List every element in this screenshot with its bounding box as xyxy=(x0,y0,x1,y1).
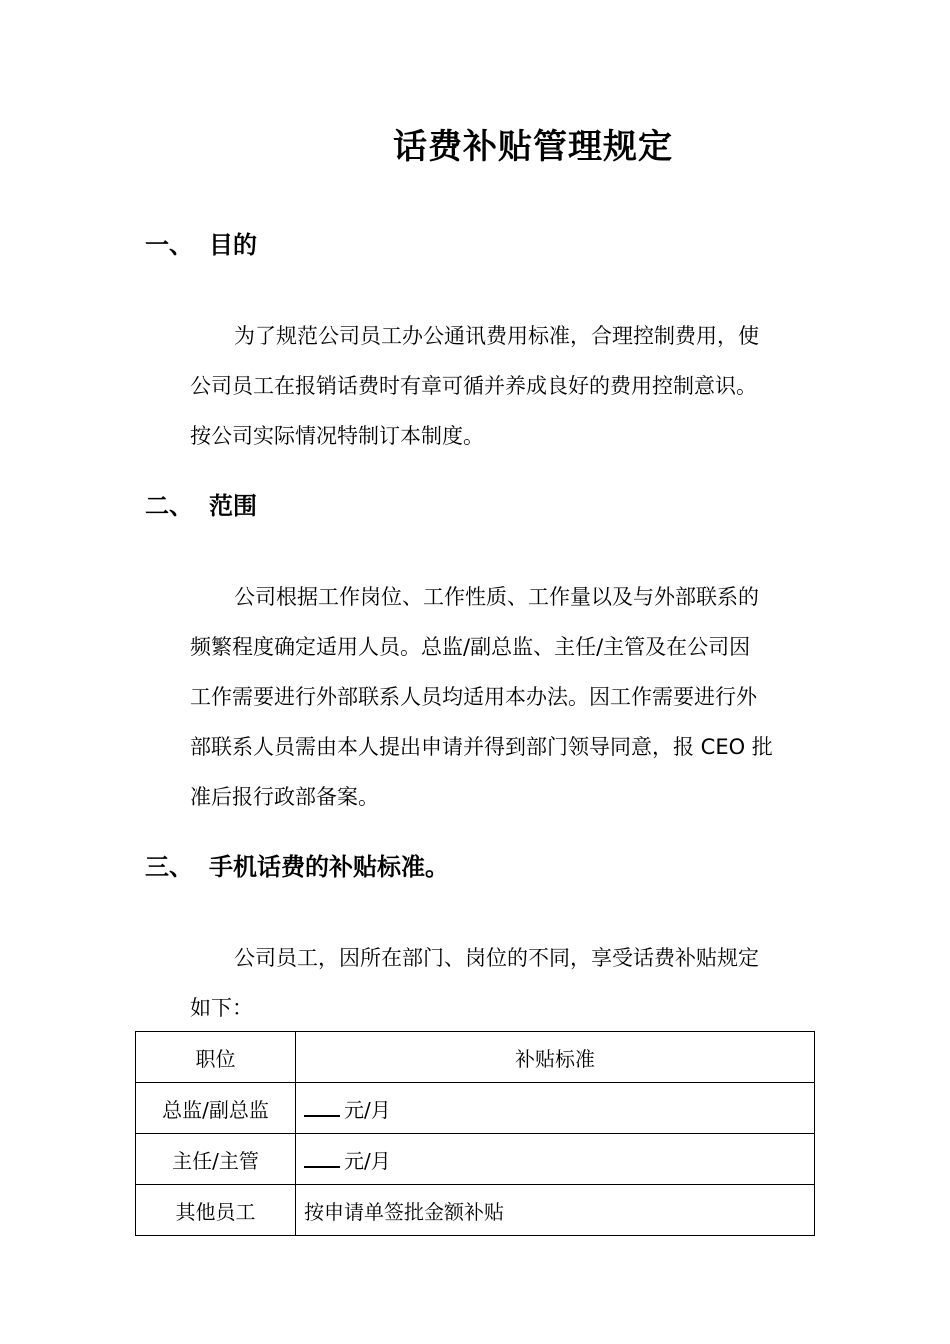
paragraph-line: 准后报行政部备案。 xyxy=(190,785,379,809)
section-paragraph-scope xyxy=(190,572,810,822)
cell-position: 总监/副总监 xyxy=(136,1083,296,1134)
header-position: 职位 xyxy=(136,1032,296,1083)
section-heading-standard xyxy=(145,849,449,885)
fill-in-blank xyxy=(304,1099,340,1117)
paragraph-line: 公司根据工作岗位、工作性质、工作量以及与外部联系的 xyxy=(234,585,759,609)
section-heading-purpose xyxy=(145,227,257,263)
paragraph-line: 按公司实际情况特制订本制度。 xyxy=(190,424,484,448)
section-paragraph-purpose xyxy=(190,311,810,461)
section-number: 二、 xyxy=(145,492,193,520)
document-title: 话费补贴管理规定 xyxy=(393,127,673,167)
table-row xyxy=(136,1083,815,1134)
header-standard: 补贴标准 xyxy=(296,1032,815,1083)
section-number: 三、 xyxy=(145,853,193,881)
section-number: 一、 xyxy=(145,231,193,259)
cell-standard xyxy=(296,1083,815,1134)
cell-position: 其他员工 xyxy=(136,1185,296,1236)
section-title: 手机话费的补贴标准。 xyxy=(209,853,449,881)
table-row xyxy=(136,1185,815,1236)
paragraph-line: 如下： xyxy=(190,996,253,1020)
cell-standard xyxy=(296,1134,815,1185)
table-header-row xyxy=(136,1032,815,1083)
cell-standard-text: 元/月 xyxy=(344,1148,391,1173)
paragraph-line: 为了规范公司员工办公通讯费用标准，合理控制费用，使 xyxy=(234,324,759,348)
subsidy-table xyxy=(135,1031,815,1236)
paragraph-line: 频繁程度确定适用人员。总监/副总监、主任/主管及在公司因 xyxy=(190,635,751,659)
section-heading-scope xyxy=(145,488,257,524)
cell-position: 主任/主管 xyxy=(136,1134,296,1185)
section-title: 目的 xyxy=(209,231,257,259)
section-paragraph-standard xyxy=(190,933,810,1033)
paragraph-line: 工作需要进行外部联系人员均适用本办法。因工作需要进行外 xyxy=(190,685,757,709)
paragraph-line: 公司员工，因所在部门、岗位的不同，享受话费补贴规定 xyxy=(234,946,759,970)
cell-standard-text: 按申请单签批金额补贴 xyxy=(304,1199,504,1224)
cell-standard xyxy=(296,1185,815,1236)
paragraph-line: 公司员工在报销话费时有章可循并养成良好的费用控制意识。 xyxy=(190,374,757,398)
cell-standard-text: 元/月 xyxy=(344,1097,391,1122)
table-row xyxy=(136,1134,815,1185)
fill-in-blank xyxy=(304,1150,340,1168)
section-title: 范围 xyxy=(209,492,257,520)
paragraph-line: 部联系人员需由本人提出申请并得到部门领导同意，报 CEO 批 xyxy=(190,735,773,759)
